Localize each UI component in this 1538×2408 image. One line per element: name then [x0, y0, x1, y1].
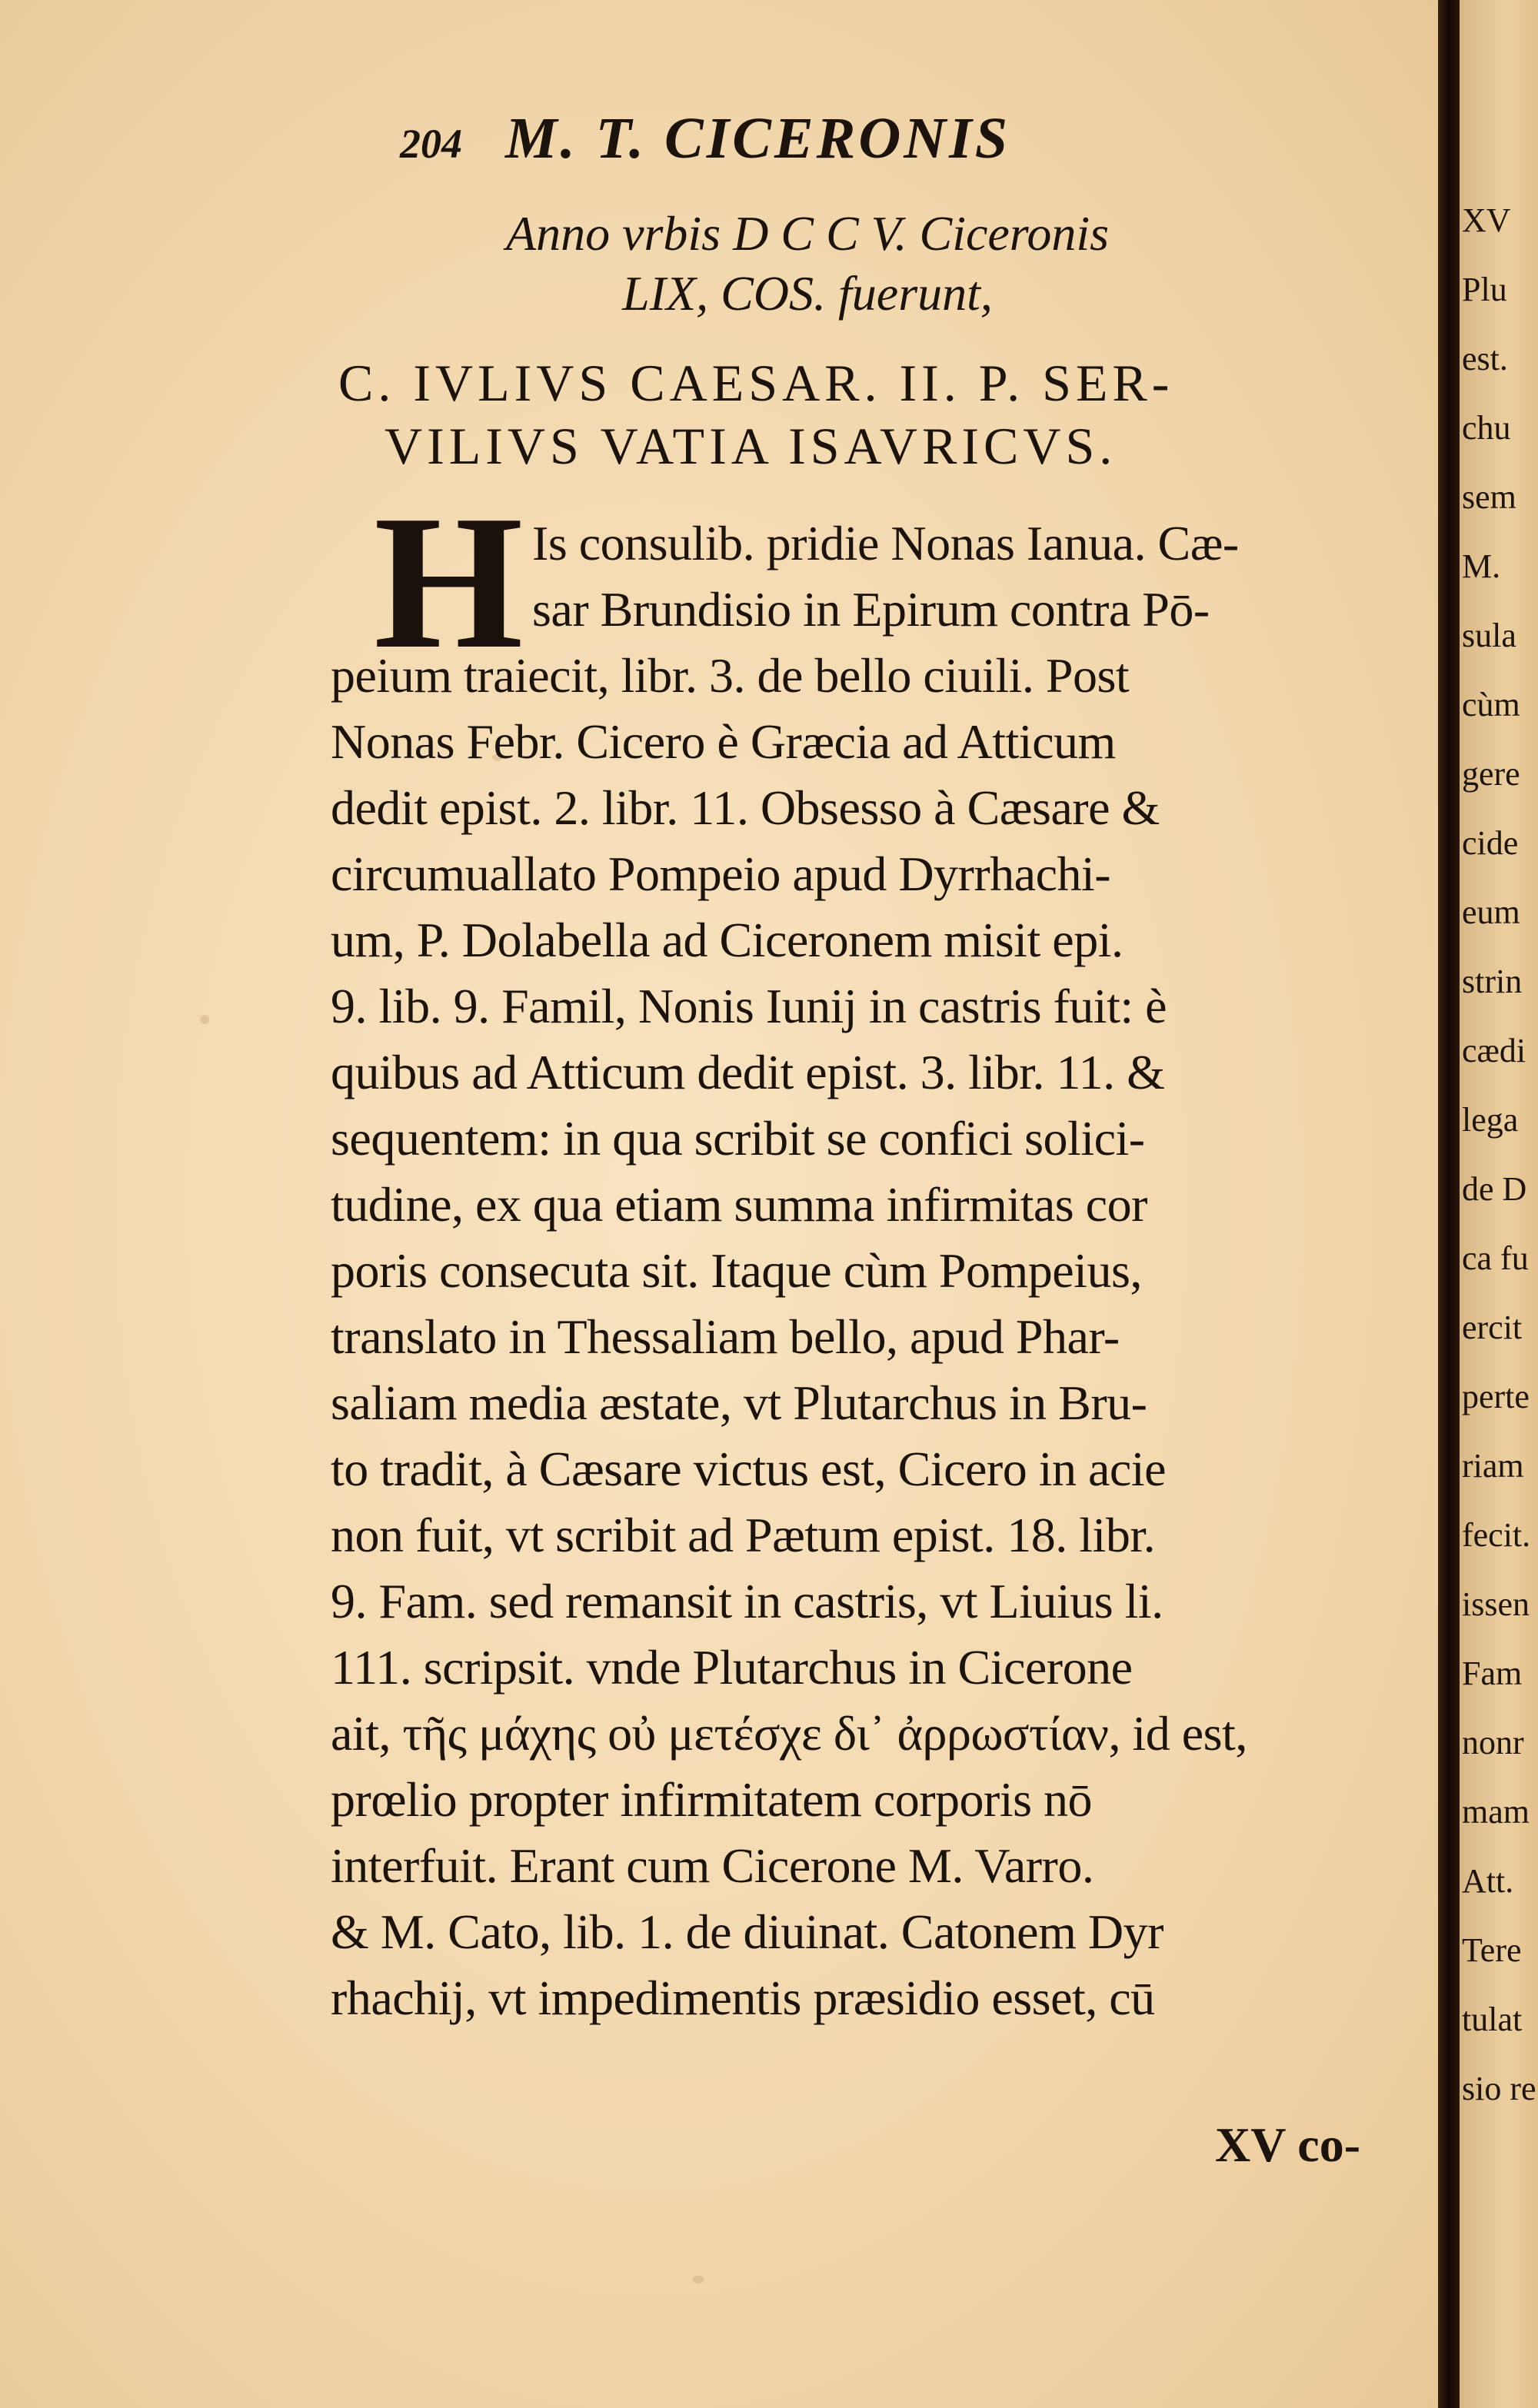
drop-cap: H [374, 476, 524, 689]
adjacent-page-fragment: eum [1462, 893, 1520, 931]
text-line: quibus ad Atticum dedit epist. 3. libr. 11. & [331, 1045, 1165, 1099]
text-line: Nonas Febr. Cicero è Græcia ad Atticum [331, 714, 1116, 769]
text-line: um, P. Dolabella ad Ciceronem misit epi. [331, 913, 1124, 967]
year-line-2: LIX, COS. fuerunt, [622, 266, 993, 321]
text-line: tudine, ex qua etiam summa infirmitas cor [331, 1177, 1147, 1232]
adjacent-page-fragment: est. [1462, 340, 1508, 377]
consuls-line-2: VILIVS VATIA ISAVRICVS. [384, 417, 1117, 475]
adjacent-page-fragment: tulat [1462, 2001, 1523, 2038]
text-line: interfuit. Erant cum Cicerone M. Varro. [331, 1838, 1094, 1893]
year-line-1: Anno vrbis D C C V. Ciceronis [505, 206, 1110, 261]
text-line: & M. Cato, lib. 1. de diuinat. Catonem Dyr [331, 1904, 1163, 1959]
text-line: to tradit, à Cæsare victus est, Cicero in acie [331, 1442, 1166, 1496]
adjacent-page-edge [1460, 0, 1538, 2408]
text-line: Is consulib. pridie Nonas Ianua. Cæ- [532, 516, 1239, 570]
text-line: translato in Thessaliam bello, apud Phar- [331, 1309, 1120, 1364]
text-line: sar Brundisio in Epirum contra Pō- [532, 582, 1210, 637]
adjacent-page-fragment: sem [1462, 478, 1516, 516]
adjacent-page-fragment: strin [1462, 963, 1523, 1000]
paper-fleck [692, 2276, 704, 2283]
body-text [331, 511, 1438, 2031]
adjacent-page-fragment: nonr [1462, 1724, 1524, 1761]
text-line: prœlio propter infirmitatem corporis nō [331, 1772, 1093, 1827]
paper-fleck [200, 1015, 209, 1024]
text-line: saliam media æstate, vt Plutarchus in Bru- [331, 1375, 1147, 1430]
adjacent-page-fragment: XV [1462, 201, 1511, 239]
text-line: rhachij, vt impedimentis præsidio esset, cū [331, 1971, 1155, 2025]
text-line: 111. scripsit. vnde Plutarchus in Cicerone [331, 1640, 1133, 1695]
adjacent-page-fragment: gere [1462, 755, 1520, 793]
text-line: sequentem: in qua scribit se confici solici- [331, 1111, 1145, 1166]
running-title: M. T. CICERONIS [505, 106, 1010, 171]
adjacent-page-fragment: issen [1462, 1585, 1530, 1623]
adjacent-page-fragment: M. [1462, 547, 1501, 585]
adjacent-page-fragment: perte [1462, 1378, 1530, 1415]
text-line: dedit epist. 2. libr. 11. Obsesso à Cæsare & [331, 780, 1160, 835]
text-line: ait, τῆς μάχης οὐ μετέσχε δι᾽ ἀρρωστίαν, id est, [331, 1706, 1247, 1761]
catchword: XV co- [1215, 2117, 1360, 2172]
text-line: 9. lib. 9. Famil, Nonis Iunij in castris fuit: è [331, 979, 1167, 1033]
page-number: 204 [400, 121, 462, 167]
adjacent-page-fragment: de D [1462, 1170, 1527, 1208]
book-gutter [1438, 0, 1460, 2408]
adjacent-page-fragment: sio re [1462, 2070, 1536, 2107]
running-head [400, 108, 1400, 169]
adjacent-page-fragment: mam [1462, 1793, 1530, 1831]
text-line: circumuallato Pompeio apud Dyrrhachi- [331, 846, 1111, 901]
text-line: non fuit, vt scribit ad Pætum epist. 18. libr. [331, 1508, 1156, 1562]
adjacent-page-fragment: Fam [1462, 1655, 1523, 1692]
adjacent-page-fragment: chu [1462, 409, 1511, 447]
adjacent-page-fragment: riam [1462, 1447, 1524, 1485]
adjacent-page-fragment: ca fu [1462, 1239, 1529, 1277]
consuls-line-1: C. IVLIVS CAESAR. II. P. SER- [338, 354, 1174, 412]
adjacent-page-fragment: lega [1462, 1101, 1519, 1139]
adjacent-page-fragment: cide [1462, 824, 1519, 862]
adjacent-page-fragment: Plu [1462, 271, 1507, 308]
adjacent-page-fragment: cædi [1462, 1032, 1526, 1069]
adjacent-page-fragment: cùm [1462, 686, 1520, 723]
adjacent-page-fragment: fecit. [1462, 1516, 1531, 1554]
adjacent-page-fragment: ercit [1462, 1309, 1523, 1346]
adjacent-page-fragment: Tere [1462, 1931, 1522, 1969]
adjacent-page-fragment: Att. [1462, 1862, 1514, 1900]
text-line: peium traiecit, libr. 3. de bello ciuili. Post [331, 648, 1130, 703]
text-line: 9. Fam. sed remansit in castris, vt Liuius li. [331, 1574, 1163, 1628]
text-line: poris consecuta sit. Itaque cùm Pompeius, [331, 1243, 1142, 1298]
adjacent-page-fragment: sula [1462, 617, 1516, 654]
